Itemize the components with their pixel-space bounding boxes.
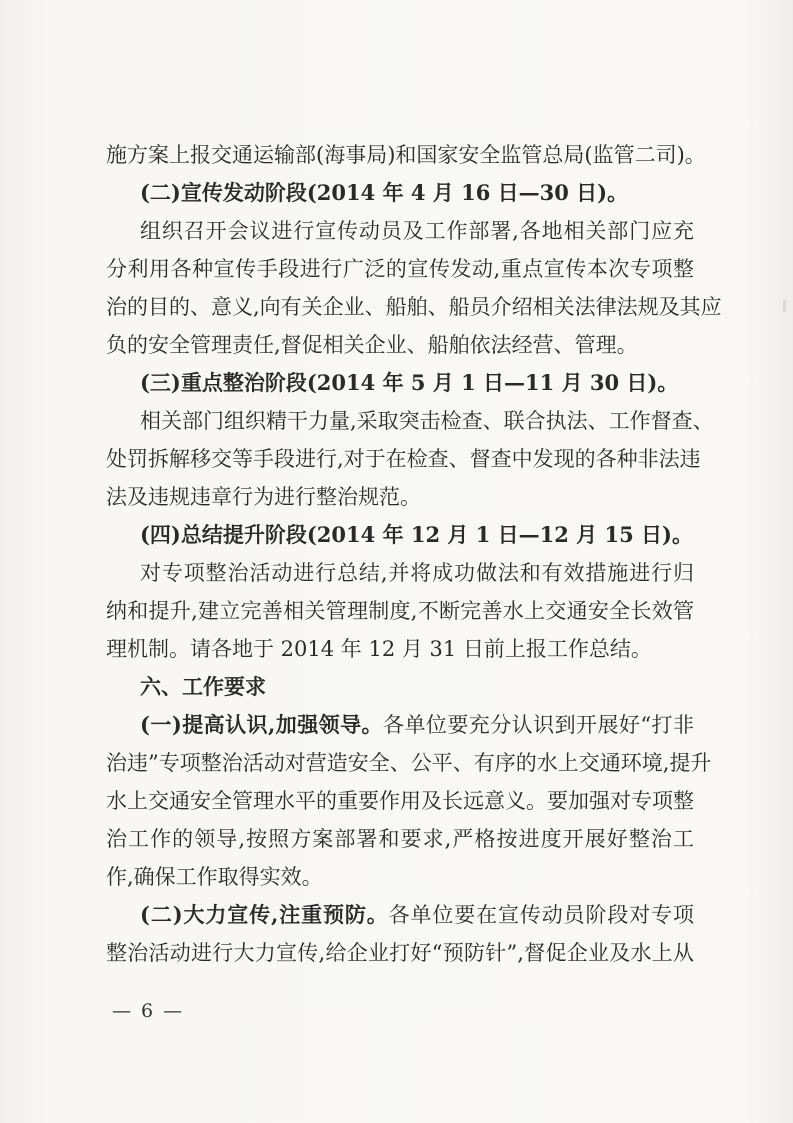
subheading-rectification-stage: (三)重点整治阶段(2014 年 5 月 1 日—11 月 30 日)。 xyxy=(140,370,679,395)
section-heading-work-requirements: 六、工作要求 xyxy=(140,675,266,699)
text-line-16-rest: 各单位要充分认识到开展好“打非 xyxy=(383,713,694,737)
text-line-12: 对专项整治活动进行总结,并将成功做法和有效措施进行归 xyxy=(140,561,694,585)
text-line-20: 作,确保工作取得实效。 xyxy=(106,865,323,889)
text-line-4: 分利用各种宣传手段进行广泛的宣传发动,重点宣传本次专项整 xyxy=(106,257,694,281)
text-line-17: 治违”专项整治活动对营造安全、公平、有序的水上交通环境,提升 xyxy=(106,751,712,775)
text-line-5: 治的目的、意义,向有关企业、船舶、船员介绍相关法律法规及其应 xyxy=(106,295,722,319)
text-line-19: 治工作的领导,按照方案部署和要求,严格按进度开展好整治工 xyxy=(106,827,694,851)
text-line-6: 负的安全管理责任,督促相关企业、船舶依法经营、管理。 xyxy=(106,333,638,357)
text-line-10: 法及违规违章行为进行整治规范。 xyxy=(106,485,421,509)
text-line-13: 纳和提升,建立完善相关管理制度,不断完善水上交通安全长效管 xyxy=(106,599,694,623)
page-number: — 6 — xyxy=(112,1000,185,1022)
bold-lead-awareness: (一)提高认识,加强领导。 xyxy=(140,712,383,737)
bold-lead-publicity: (二)大力宣传,注重预防。 xyxy=(140,902,389,927)
text-line-21 xyxy=(106,896,694,934)
text-line-18: 水上交通安全管理水平的重要作用及长远意义。要加强对专项整 xyxy=(106,789,694,813)
subheading-publicity-stage: (二)宣传发动阶段(2014 年 4 月 16 日—30 日)。 xyxy=(140,180,629,205)
document-body xyxy=(106,136,722,972)
text-line-16 xyxy=(106,706,694,744)
text-line-9: 处罚拆解移交等手段进行,对于在检查、督查中发现的各种非法违 xyxy=(106,447,701,471)
subheading-summary-stage: (四)总结提升阶段(2014 年 12 月 1 日—12 月 15 日)。 xyxy=(140,522,693,547)
scan-edge-mark xyxy=(783,300,786,312)
text-line-22: 整治活动进行大力宣传,给企业打好“预防针”,督促企业及水上从 xyxy=(106,941,694,965)
text-line-1: 施方案上报交通运输部(海事局)和国家安全监管总局(监管二司)。 xyxy=(106,143,706,167)
text-line-3: 组织召开会议进行宣传动员及工作部署,各地相关部门应充 xyxy=(140,219,694,243)
text-line-21-rest: 各单位要在宣传动员阶段对专项 xyxy=(388,903,694,927)
text-line-14: 理机制。请各地于 2014 年 12 月 31 日前上报工作总结。 xyxy=(106,637,652,661)
text-line-8: 相关部门组织精干力量,采取突击检查、联合执法、工作督查、 xyxy=(140,409,714,433)
